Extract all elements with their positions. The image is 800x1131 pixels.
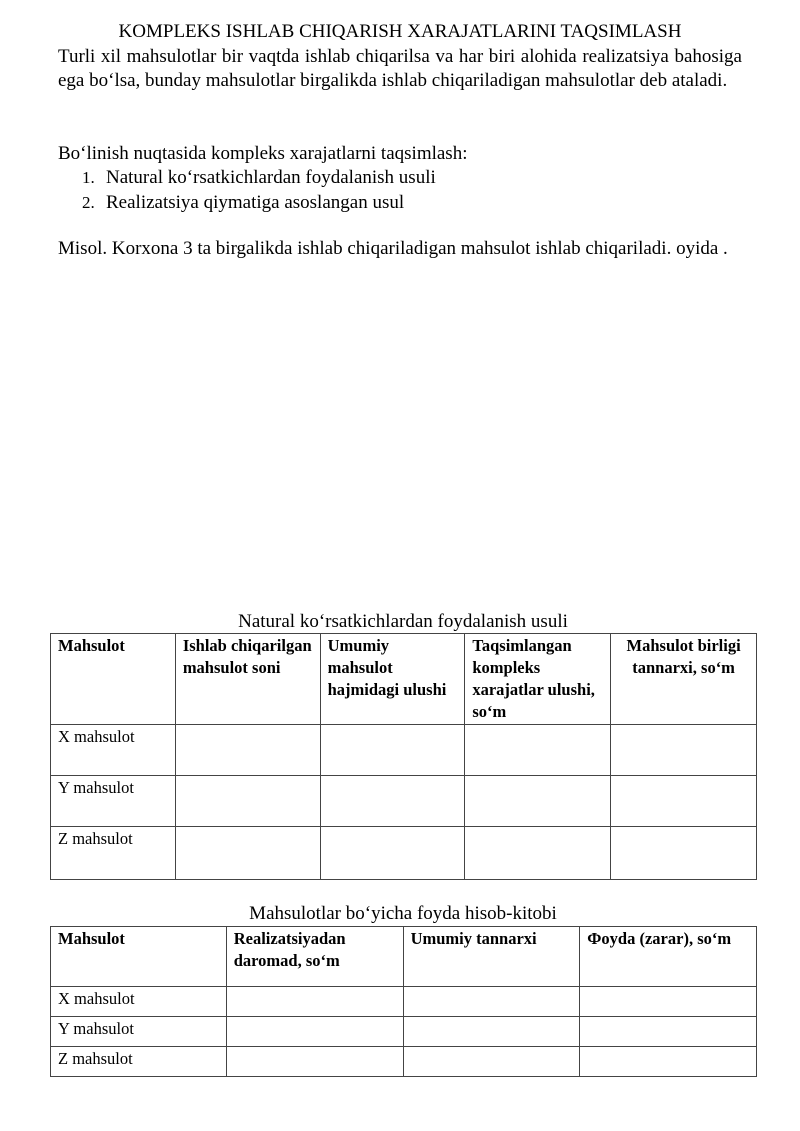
methods-list: [82, 166, 436, 215]
list-item: [82, 191, 436, 216]
table-cell: [580, 1017, 757, 1047]
table-cell: [465, 776, 611, 827]
table2-caption: Mahsulotlar bo‘yicha foyda hisob-kitobi: [249, 903, 557, 924]
list-text: Natural ko‘rsatkichlardan foydalanish usuli: [106, 167, 436, 188]
table-cell: [465, 827, 611, 880]
example-paragraph: Misol. Korxona 3 ta birgalikda ishlab chiqariladigan mahsulot ishlab chiqariladi. oyida .: [58, 238, 728, 259]
table-cell: [175, 827, 320, 880]
column-header: Mahsulot: [51, 634, 176, 725]
list-number: 2.: [82, 192, 95, 212]
table-cell: [580, 987, 757, 1017]
table-cell: [465, 725, 611, 776]
table-row: [51, 776, 757, 827]
table-cell: [580, 1047, 757, 1077]
table-cell: [320, 776, 465, 827]
table-cell: [611, 776, 757, 827]
column-header: Taqsimlangan kompleks xarajatlar ulushi, so‘m: [465, 634, 611, 725]
column-header: Mahsulot birligi tannarxi, so‘m: [611, 634, 757, 725]
table-row: [51, 827, 757, 880]
table-row: [51, 1017, 757, 1047]
table-cell: [320, 827, 465, 880]
row-label: Y mahsulot: [51, 776, 176, 827]
table-header-row: [51, 927, 757, 987]
table-cell: [320, 725, 465, 776]
profit-table: [50, 926, 757, 1077]
column-header: Фoyda (zarar), so‘m: [580, 927, 757, 987]
table-cell: [611, 827, 757, 880]
natural-method-table: [50, 633, 757, 880]
table-cell: [175, 725, 320, 776]
intro-paragraph: Turli xil mahsulotlar bir vaqtda ishlab chiqarilsa va har biri alohida realizatsiya bahosiga ega bo‘lsa, bunday mahsulotlar birgalikda ishlab chiqariladigan mahsulotlar deb ataladi.: [58, 46, 742, 91]
table1-caption: Natural ko‘rsatkichlardan foydalanish usuli: [238, 611, 568, 632]
list-number: 1.: [82, 168, 95, 187]
table-header-row: [51, 634, 757, 725]
table-cell: [226, 987, 403, 1017]
table-row: [51, 1047, 757, 1077]
table-row: [51, 725, 757, 776]
table-cell: [175, 776, 320, 827]
allocation-paragraph: Bo‘linish nuqtasida kompleks xarajatlarni taqsimlash:: [58, 143, 468, 164]
list-item: [82, 166, 436, 191]
column-header: Ishlab chiqarilgan mahsulot soni: [175, 634, 320, 725]
table-cell: [403, 1017, 580, 1047]
row-label: X mahsulot: [51, 725, 176, 776]
column-header: Mahsulot: [51, 927, 227, 987]
table-cell: [226, 1047, 403, 1077]
table-row: [51, 987, 757, 1017]
row-label: Z mahsulot: [51, 827, 176, 880]
list-text: Realizatsiya qiymatiga asoslangan usul: [106, 191, 405, 213]
column-header: Umumiy mahsulot hajmidagi ulushi: [320, 634, 465, 725]
column-header: Realizatsiyadan daromad, so‘m: [226, 927, 403, 987]
table-cell: [403, 1047, 580, 1077]
table-cell: [226, 1017, 403, 1047]
document-title: KOMPLEKS ISHLAB CHIQARISH XARAJATLARINI TAQSIMLASH: [118, 21, 682, 42]
table-cell: [611, 725, 757, 776]
row-label: X mahsulot: [51, 987, 227, 1017]
table-cell: [403, 987, 580, 1017]
row-label: Z mahsulot: [51, 1047, 227, 1077]
column-header: Umumiy tannarxi: [403, 927, 580, 987]
row-label: Y mahsulot: [51, 1017, 227, 1047]
